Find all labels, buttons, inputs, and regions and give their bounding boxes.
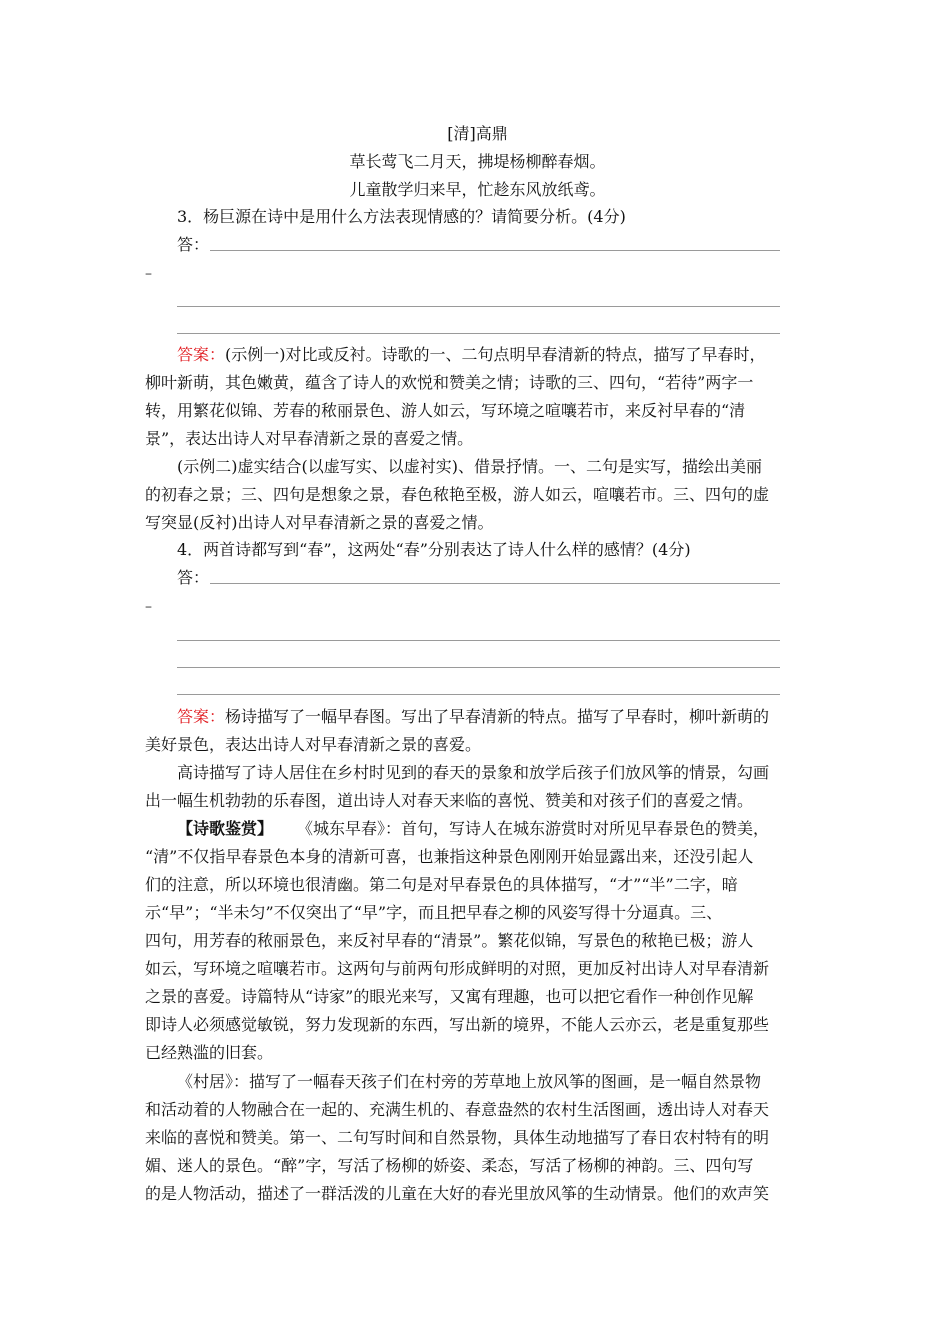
q4-answer-line-4[interactable] [177, 694, 780, 695]
q4-answer-line-1[interactable] [210, 583, 780, 584]
q4-answer-1-line-2: 美好景色，表达出诗人对早春清新之景的喜爱。 [145, 735, 482, 754]
q3-example-1-line-1: 答案：(示例一)对比或反衬。诗歌的一、二句点明早春清新的特点，描写了早春时， [177, 345, 766, 364]
q3-answer-line-3[interactable] [177, 333, 780, 334]
q3-example-1-line-4: 景”，表达出诗人对早春清新之景的喜爱之情。 [145, 429, 474, 448]
q3-example-2-line-3: 写突显(反衬)出诗人对早春清新之景的喜爱之情。 [145, 513, 494, 532]
q4-answer-prefix: 答： [177, 568, 210, 587]
appreciation-p1-line-3: 们的注意，所以环境也很清幽。第二句是对早春景色的具体描写，“才”“半”二字，暗 [145, 875, 738, 894]
q4-dash: – [145, 599, 152, 615]
appreciation-p2-line-2: 和活动着的人物融合在一起的、充满生机的、春意盎然的农村生活图画，透出诗人对春天 [145, 1100, 770, 1119]
q3-answer-label: 答案： [177, 345, 226, 364]
q3-example-2-line-2: 的初春之景；三、四句是想象之景，春色秾艳至极，游人如云，喧嚷若市。三、四句的虚 [145, 485, 770, 504]
question-4: 4．两首诗都写到“春”，这两处“春”分别表达了诗人什么样的感情？(4分) [177, 540, 691, 559]
q3-example-2-line-1: (示例二)虚实结合(以虚写实、以虚衬实)、借景抒情。一、二句是实写，描绘出美丽 [177, 457, 762, 476]
q4-answer-label: 答案： [177, 707, 226, 726]
appreciation-p1-line-7: 之景的喜爱。诗篇特从“诗家”的眼光来写，又寓有理趣，也可以把它看作一种创作见解 [145, 987, 754, 1006]
appreciation-p1-line-6: 如云，写环境之喧嚷若市。这两句与前两句形成鲜明的对照，更加反衬出诗人对早春清新 [145, 959, 770, 978]
q3-answer-line-1[interactable] [210, 250, 780, 251]
appreciation-p1-line-8: 即诗人必须感觉敏锐，努力发现新的东西，写出新的境界，不能人云亦云，老是重复那些 [145, 1015, 770, 1034]
appreciation-p2-line-3: 来临的喜悦和赞美。第一、二句写时间和自然景物，具体生动地描写了春日农村特有的明 [145, 1128, 770, 1147]
appreciation-p2-line-4: 媚、迷人的景色。“醉”字，写活了杨柳的娇姿、柔态，写活了杨柳的神韵。三、四句写 [145, 1156, 754, 1175]
q3-answer-prefix: 答： [177, 235, 210, 254]
poem-author: [清]高鼎 [447, 124, 508, 143]
q4-answer-line-3[interactable] [177, 667, 780, 668]
appreciation-line-1: 【诗歌鉴赏】 《城东早春》：首句，写诗人在城东游赏时对所见早春景色的赞美， [177, 819, 770, 838]
q3-example-1-line-2: 柳叶新萌，其色嫩黄，蕴含了诗人的欢悦和赞美之情；诗歌的三、四句，“若待”两字一 [145, 373, 754, 392]
appreciation-p1-line-4: 示“早”；“半未匀”不仅突出了“早”字，而且把早春之柳的风姿写得十分逼真。三、 [145, 903, 723, 922]
appreciation-p2-line-1: 《村居》：描写了一幅春天孩子们在村旁的芳草地上放风筝的图画，是一幅自然景物 [177, 1072, 762, 1091]
q4-answer-2-line-2: 出一幅生机勃勃的乐春图，道出诗人对春天来临的喜悦、赞美和对孩子们的喜爱之情。 [145, 791, 754, 810]
question-3: 3．杨巨源在诗中是用什么方法表现情感的？请简要分析。(4分) [177, 207, 626, 226]
q3-example-1-line-3: 转，用繁花似锦、芳春的秾丽景色、游人如云，写环境之喧嚷若市，来反衬早春的“清 [145, 401, 746, 420]
q3-dash: – [145, 266, 152, 282]
appreciation-p2-line-5: 的是人物活动，描述了一群活泼的儿童在大好的春光里放风筝的生动情景。他们的欢声笑 [145, 1184, 770, 1203]
appreciation-p1-line-9: 已经熟滥的旧套。 [145, 1043, 274, 1062]
q4-answer-line-2[interactable] [177, 640, 780, 641]
q3-answer-line-2[interactable] [177, 306, 780, 307]
poem-line-1: 草长莺飞二月天，拂堤杨柳醉春烟。 [349, 152, 606, 171]
appreciation-p1-line-5: 四句，用芳春的秾丽景色，来反衬早春的“清景”。繁花似锦，写景色的秾艳已极；游人 [145, 931, 754, 950]
appreciation-label: 【诗歌鉴赏】 [177, 819, 274, 838]
poem-line-2: 儿童散学归来早，忙趁东风放纸鸢。 [349, 180, 606, 199]
q4-answer-1-line-1: 答案：杨诗描写了一幅早春图。写出了早春清新的特点。描写了早春时，柳叶新萌的 [177, 707, 770, 726]
q4-answer-2-line-1: 高诗描写了诗人居住在乡村时见到的春天的景象和放学后孩子们放风筝的情景，勾画 [177, 763, 770, 782]
appreciation-p1-line-2: “清”不仅指早春景色本身的清新可喜，也兼指这种景色刚刚开始显露出来，还没引起人 [145, 847, 754, 866]
